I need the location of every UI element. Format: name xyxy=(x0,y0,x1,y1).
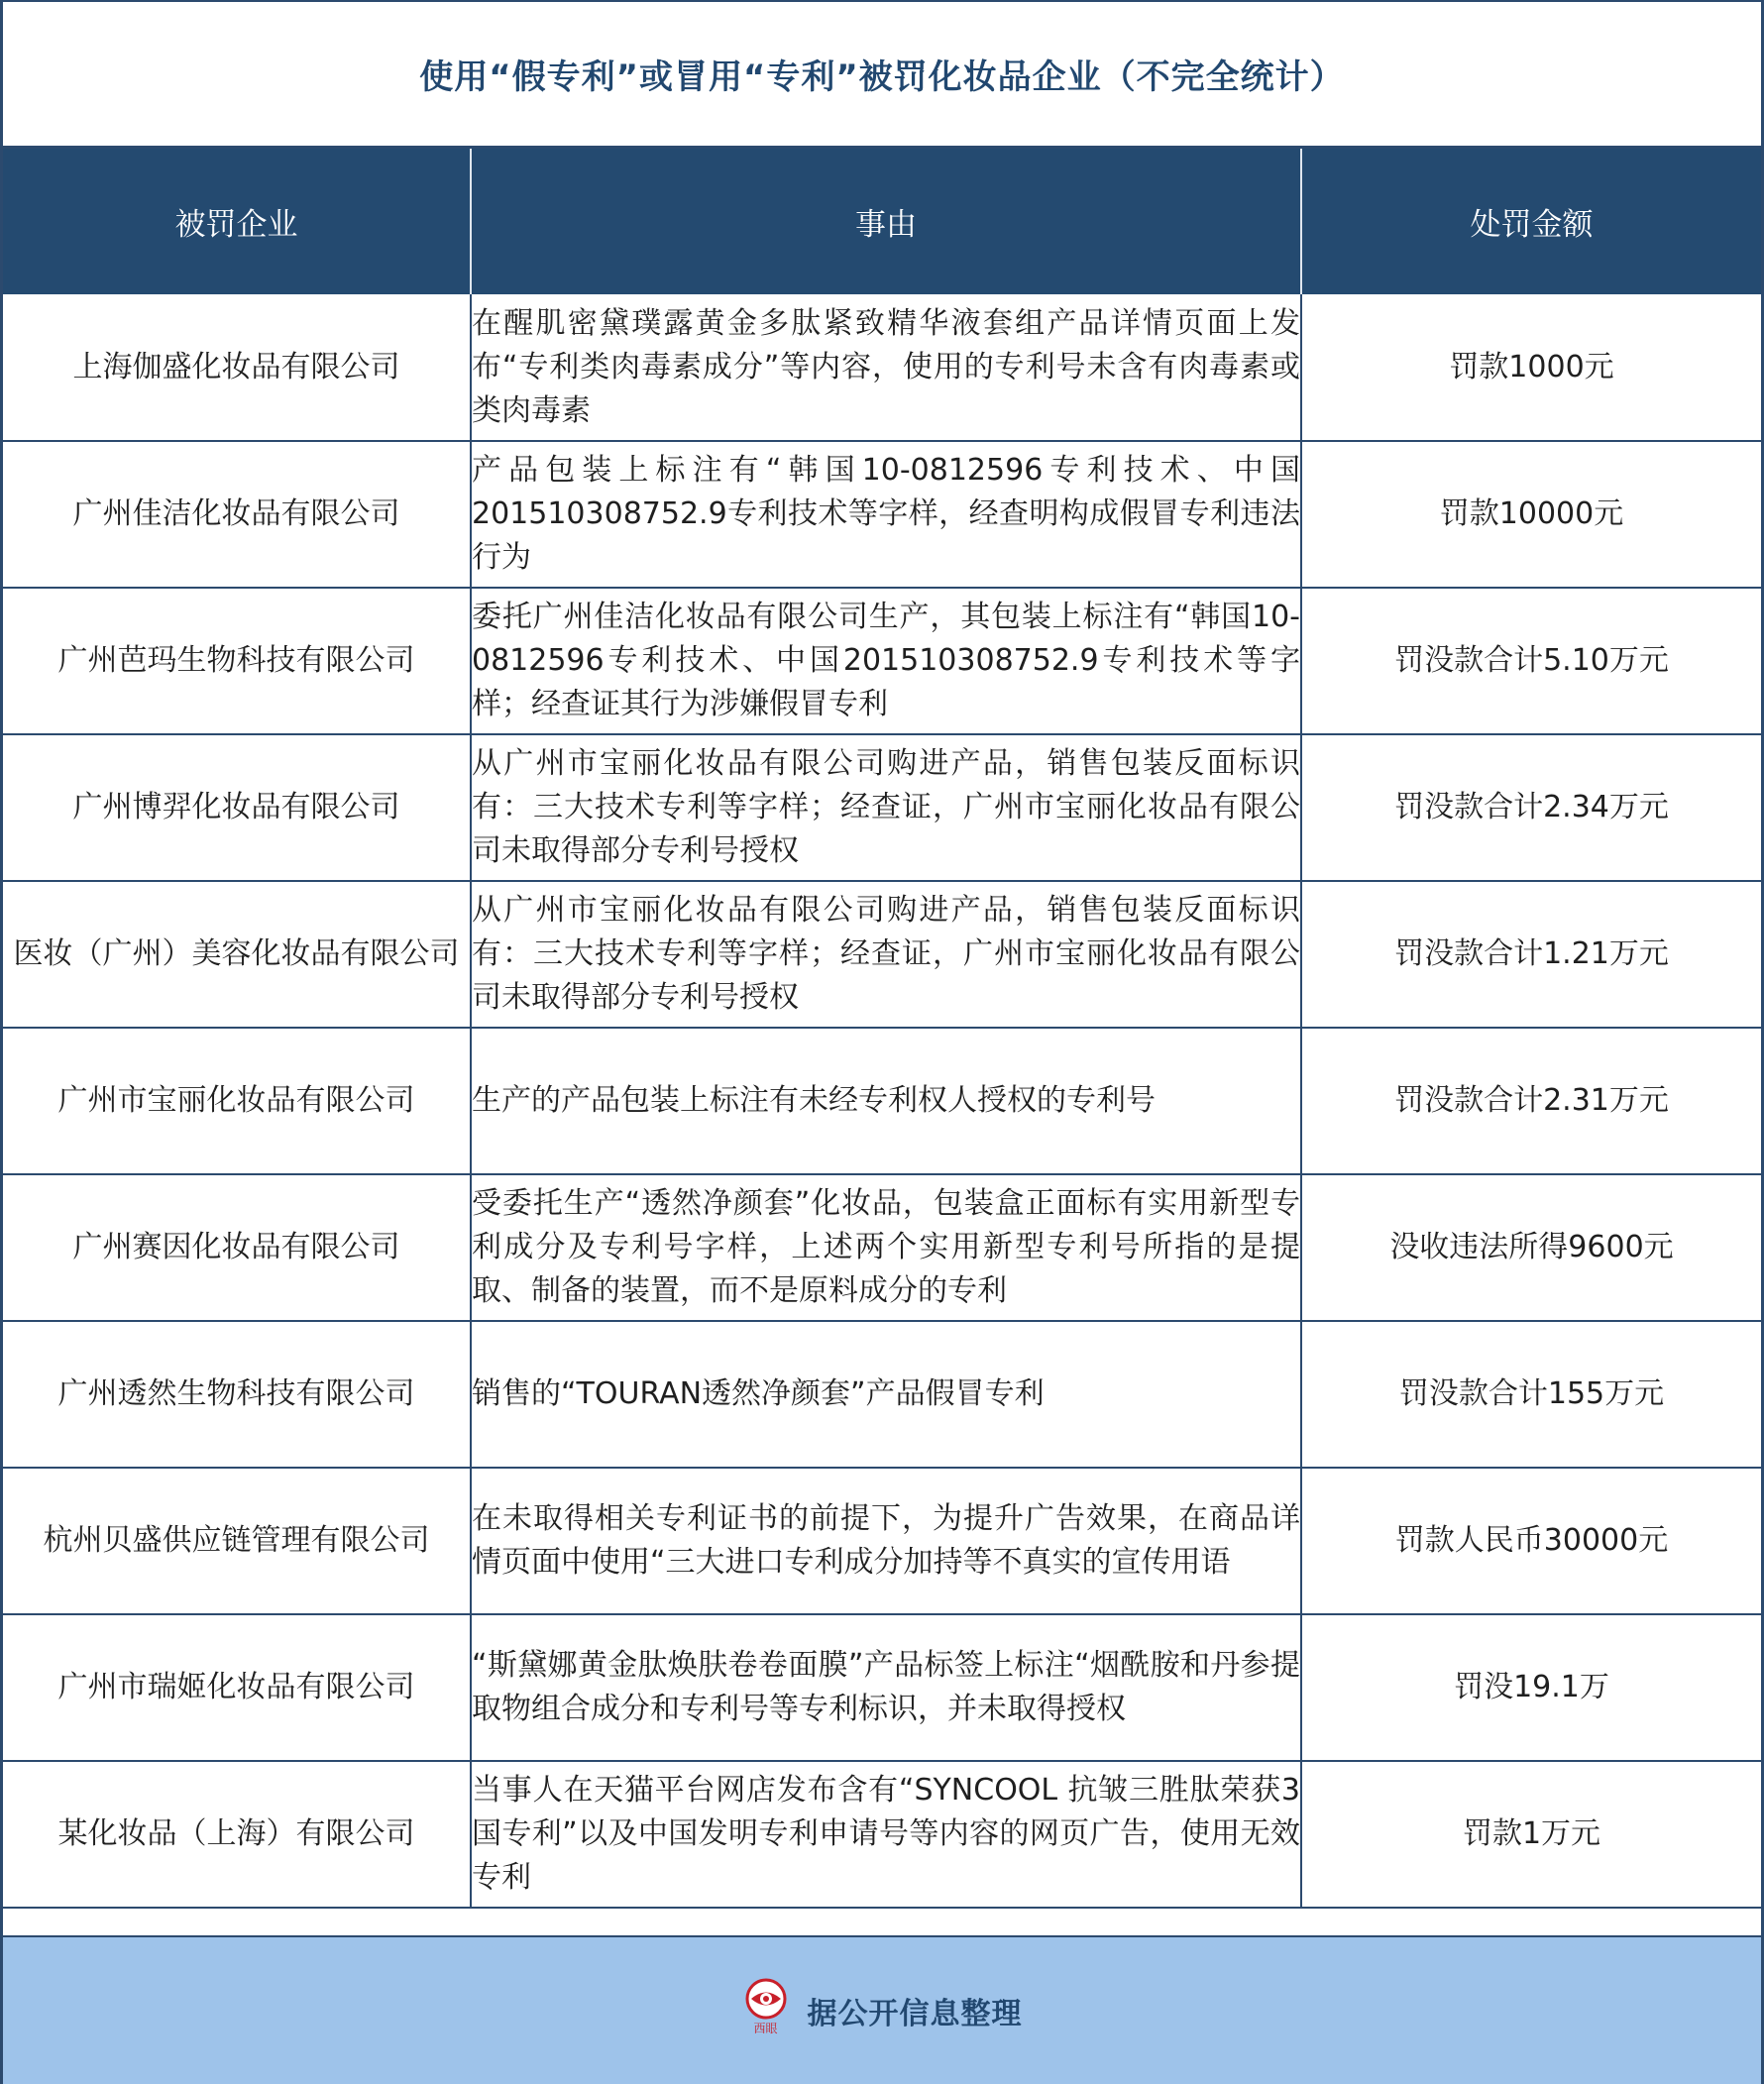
source-footer xyxy=(3,1935,1761,2084)
reason-cell: 从广州市宝丽化妆品有限公司购进产品，销售包装反面标识有：三大技术专利等字样；经查证，广州市宝丽化妆品有限公司未取得部分专利号授权 xyxy=(471,881,1301,1028)
table-row xyxy=(3,1614,1761,1761)
company-cell: 医妆（广州）美容化妆品有限公司 xyxy=(3,881,471,1028)
penalty-cell: 罚没款合计5.10万元 xyxy=(1301,588,1761,734)
company-cell: 上海伽盛化妆品有限公司 xyxy=(3,294,471,441)
table-row xyxy=(3,1321,1761,1468)
reason-cell: 生产的产品包装上标注有未经专利权人授权的专利号 xyxy=(471,1028,1301,1174)
header-reason: 事由 xyxy=(471,149,1301,294)
page-title: 使用“假专利”或冒用“专利”被罚化妆品企业（不完全统计） xyxy=(3,0,1761,149)
reason-cell: “斯黛娜黄金肽焕肤卷卷面膜”产品标签上标注“烟酰胺和丹参提取物组合成分和专利号等专利标识，并未取得授权 xyxy=(471,1614,1301,1761)
penalty-cell: 罚没款合计2.31万元 xyxy=(1301,1028,1761,1174)
reason-cell: 受委托生产“透然净颜套”化妆品，包装盒正面标有实用新型专利成分及专利号字样，上述两个实用新型专利号所指的是提取、制备的装置，而不是原料成分的专利 xyxy=(471,1174,1301,1321)
logo-text: 西眼 xyxy=(753,2022,778,2035)
table-row xyxy=(3,734,1761,881)
table-header-row xyxy=(3,149,1761,294)
reason-cell: 从广州市宝丽化妆品有限公司购进产品，销售包装反面标识有：三大技术专利等字样；经查证，广州市宝丽化妆品有限公司未取得部分专利号授权 xyxy=(471,734,1301,881)
reason-cell: 产品包装上标注有“韩国10-0812596专利技术、中国201510308752.9专利技术等字样，经查明构成假冒专利违法行为 xyxy=(471,441,1301,588)
penalty-cell: 罚没款合计1.21万元 xyxy=(1301,881,1761,1028)
table-row xyxy=(3,1174,1761,1321)
source-note: 据公开信息整理 xyxy=(807,1997,1023,2031)
reason-cell: 销售的“TOURAN透然净颜套”产品假冒专利 xyxy=(471,1321,1301,1468)
table-row xyxy=(3,588,1761,734)
company-cell: 广州市瑞姬化妆品有限公司 xyxy=(3,1614,471,1761)
reason-cell: 委托广州佳洁化妆品有限公司生产，其包装上标注有“韩国10-0812596专利技术、中国201510308752.9专利技术等字样；经查证其行为涉嫌假冒专利 xyxy=(471,588,1301,734)
penalty-table xyxy=(3,149,1761,1909)
table-row xyxy=(3,1468,1761,1614)
company-cell: 广州赛因化妆品有限公司 xyxy=(3,1174,471,1321)
company-cell: 广州博羿化妆品有限公司 xyxy=(3,734,471,881)
penalty-cell: 没收违法所得9600元 xyxy=(1301,1174,1761,1321)
table-row xyxy=(3,1028,1761,1174)
penalty-cell: 罚没款合计2.34万元 xyxy=(1301,734,1761,881)
company-cell: 某化妆品（上海）有限公司 xyxy=(3,1761,471,1908)
company-cell: 广州透然生物科技有限公司 xyxy=(3,1321,471,1468)
penalty-cell: 罚没19.1万 xyxy=(1301,1614,1761,1761)
eye-logo-icon xyxy=(745,1978,787,2020)
header-penalty: 处罚金额 xyxy=(1301,149,1761,294)
penalty-cell: 罚款1000元 xyxy=(1301,294,1761,441)
table-row xyxy=(3,881,1761,1028)
table-row xyxy=(3,294,1761,441)
company-cell: 广州佳洁化妆品有限公司 xyxy=(3,441,471,588)
reason-cell: 在未取得相关专利证书的前提下，为提升广告效果，在商品详情页面中使用“三大进口专利成分加持等不真实的宣传用语 xyxy=(471,1468,1301,1614)
penalty-cell: 罚款10000元 xyxy=(1301,441,1761,588)
company-cell: 广州市宝丽化妆品有限公司 xyxy=(3,1028,471,1174)
company-cell: 广州芭玛生物科技有限公司 xyxy=(3,588,471,734)
table-row xyxy=(3,1761,1761,1908)
reason-cell: 在醒肌密黛璞露黄金多肽紧致精华液套组产品详情页面上发布“专利类肉毒素成分”等内容，使用的专利号未含有肉毒素或类肉毒素 xyxy=(471,294,1301,441)
brand-logo xyxy=(742,1978,790,2043)
penalty-cell: 罚款人民币30000元 xyxy=(1301,1468,1761,1614)
reason-cell: 当事人在天猫平台网店发布含有“SYNCOOL 抗皱三胜肽荣获3国专利”以及中国发明专利申请号等内容的网页广告，使用无效专利 xyxy=(471,1761,1301,1908)
header-company: 被罚企业 xyxy=(3,149,471,294)
penalty-cell: 罚款1万元 xyxy=(1301,1761,1761,1908)
company-cell: 杭州贝盛供应链管理有限公司 xyxy=(3,1468,471,1614)
table-row xyxy=(3,441,1761,588)
penalty-cell: 罚没款合计155万元 xyxy=(1301,1321,1761,1468)
